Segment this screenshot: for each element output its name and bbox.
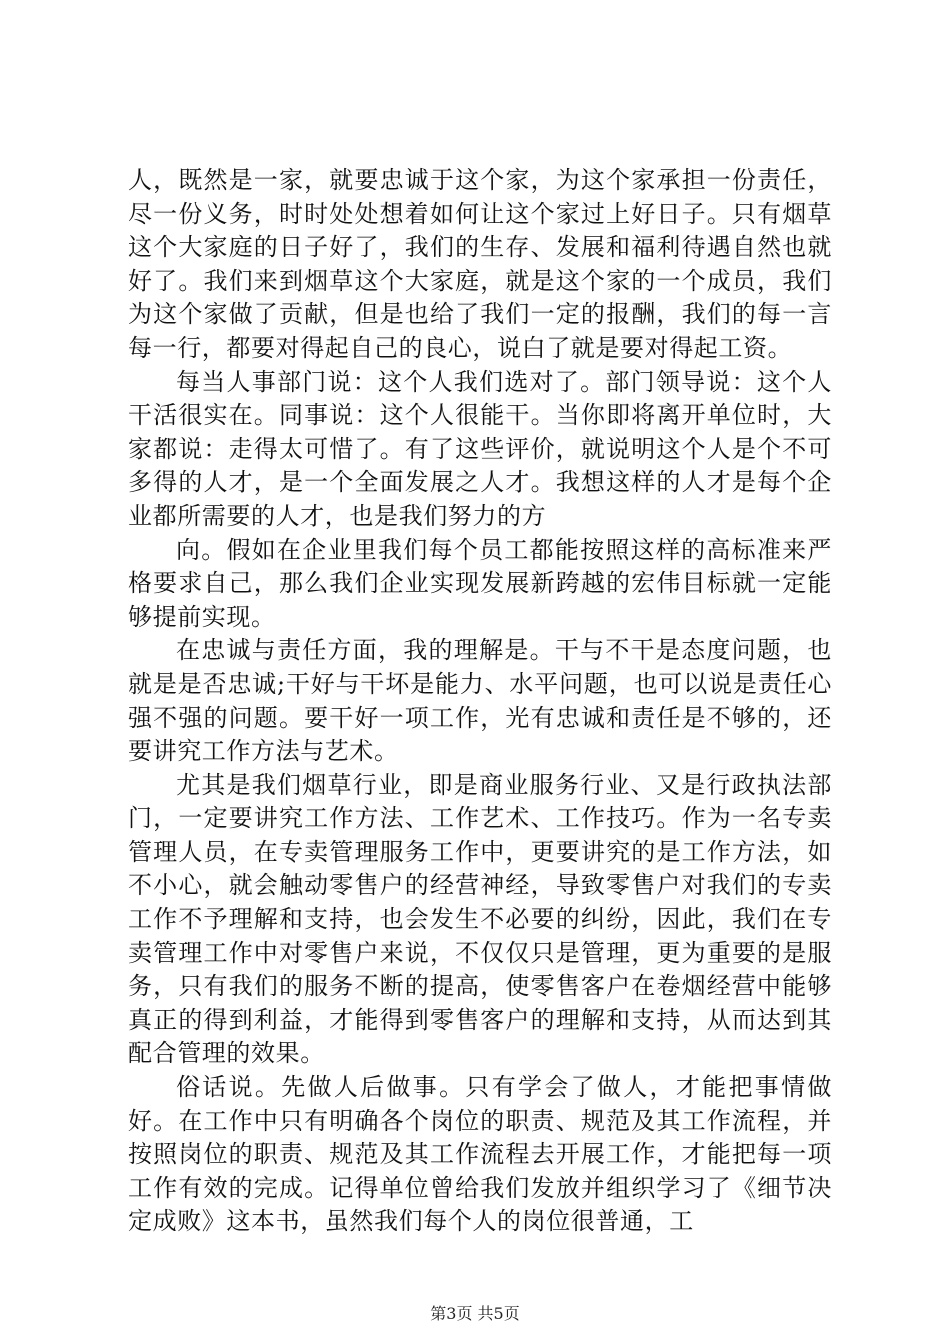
paragraph: 在忠诚与责任方面，我的理解是。干与不干是态度问题，也就是是否忠诚;干好与干坏是能力、水平问题，也可以说是责任心强不强的问题。要干好一项工作，光有忠诚和责任是不够的，还要讲究工作方法与艺术。 xyxy=(128,636,832,766)
document-body xyxy=(128,164,832,1239)
paragraph: 俗话说。先做人后做事。只有学会了做人，才能把事情做好。在工作中只有明确各个岗位的职责、规范及其工作流程，并按照岗位的职责、规范及其工作流程去开展工作，才能把每一项工作有效的完成。记得单位曾给我们发放并组织学习了《细节决定成败》这本书，虽然我们每个人的岗位很普通，工 xyxy=(128,1073,832,1236)
paragraph: 尤其是我们烟草行业，即是商业服务行业、又是行政执法部门，一定要讲究工作方法、工作艺术、工作技巧。作为一名专卖管理人员，在专卖管理服务工作中，更要讲究的是工作方法，如不小心，就会触动零售户的经营神经，导致零售户对我们的专卖工作不予理解和支持，也会发生不必要的纠纷，因此，我们在专卖管理工作中对零售户来说，不仅仅只是管理，更为重要的是服务，只有我们的服务不断的提高，使零售客户在卷烟经营中能够真正的得到利益，才能得到零售客户的理解和支持，从而达到其配合管理的效果。 xyxy=(128,770,832,1068)
page-number-label: 第3页 共5页 xyxy=(430,1304,520,1323)
paragraph-continuation: 人，既然是一家，就要忠诚于这个家，为这个家承担一份责任，尽一份义务，时时处处想着如何让这个家过上好日子。只有烟草这个大家庭的日子好了，我们的生存、发展和福利待遇自然也就好了。我们来到烟草这个大家庭，就是这个家的一个成员，我们为这个家做了贡献，但是也给了我们一定的报酬，我们的每一言每一行，都要对得起自己的良心，说白了就是要对得起工资。 xyxy=(128,166,832,362)
paragraph: 向。假如在企业里我们每个员工都能按照这样的高标准来严格要求自己，那么我们企业实现发展新跨越的宏伟目标就一定能够提前实现。 xyxy=(128,535,832,631)
paragraph: 每当人事部门说：这个人我们选对了。部门领导说：这个人干活很实在。同事说：这个人很能干。当你即将离开单位时，大家都说：走得太可惜了。有了这些评价，就说明这个人是个不可多得的人才，是一个全面发展之人才。我想这样的人才是每个企业都所需要的人才，也是我们努力的方 xyxy=(128,367,832,530)
page-footer xyxy=(0,1304,950,1324)
